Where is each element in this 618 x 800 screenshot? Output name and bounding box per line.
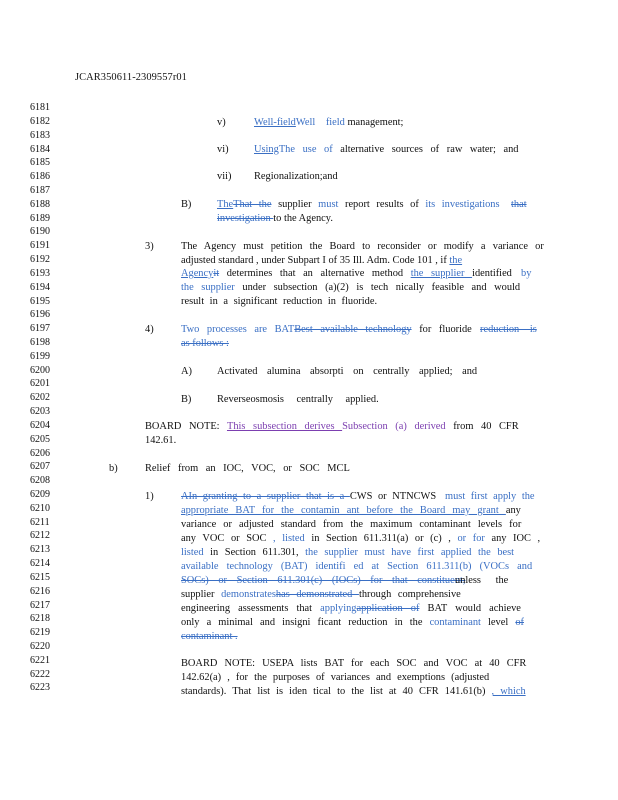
para-4-line (0, 337, 618, 350)
line-number: 6198 (30, 336, 50, 348)
inserted-text: contaminant (429, 617, 481, 628)
item-vi-label: vi) (217, 144, 229, 155)
plain-text: variance or adjusted standard from the maximum contaminant levels for (181, 519, 522, 530)
inserted-text: or for (457, 533, 485, 544)
item-v-text: management; (344, 117, 404, 128)
subsection-b (0, 462, 618, 475)
para-3-line (0, 267, 618, 280)
para-b1-line (0, 630, 618, 643)
line-number: 6207 (30, 461, 50, 473)
line-number: 6222 (30, 668, 50, 680)
plain-text: determines that an alternative method (219, 268, 411, 279)
line-number: 6203 (30, 406, 50, 417)
line-number: 6214 (30, 558, 50, 570)
plain-text: under subsection (a)(2) is tech nically feasible and would (234, 282, 521, 293)
board-note-2-line (0, 668, 618, 684)
item-vii-text: Regionalization;and (254, 171, 338, 182)
board-note-2-line (0, 685, 618, 698)
plain-text: unless the (455, 575, 509, 586)
plain-text: any VOC or SOC (181, 533, 274, 544)
line-number: 6221 (30, 654, 50, 666)
inserted-text: , which (491, 686, 526, 697)
line-number: 6193 (30, 267, 50, 279)
para-b1-line (0, 571, 618, 587)
line-number: 6210 (30, 502, 50, 514)
item-B-text: Reverseosmosis centrally applied. (217, 394, 379, 405)
line-number: 6197 (30, 323, 50, 335)
line-number: 6199 (30, 350, 50, 362)
inserted-text: appropriate BAT for the contamin ant before the Board may grant (181, 505, 506, 516)
inserted-text: its investigations (425, 199, 500, 210)
line-number: 6215 (30, 571, 50, 583)
plain-text: from 40 CFR (445, 421, 519, 432)
item-B-ro (0, 393, 618, 406)
plain-text: CWS or NTNCWS (349, 491, 437, 502)
line-number: 6192 (30, 254, 50, 265)
plain-text: level (480, 617, 516, 628)
subsection-b-title: Relief from an IOC, VOC, or SOC MCL (145, 463, 350, 474)
deleted-text: Subsection (a) (342, 421, 415, 432)
line-number: 6216 (30, 585, 50, 597)
line-number: 6195 (30, 295, 50, 307)
para-3 (0, 240, 618, 253)
plain-text: identified (472, 268, 512, 279)
line-number: 6219 (30, 627, 50, 639)
item-A (0, 365, 618, 378)
inserted-text: Well-field (254, 117, 296, 128)
line-number: 6211 (30, 516, 50, 528)
plain-text: 142.61. (145, 435, 177, 446)
plain-text: any (505, 505, 521, 516)
line-number: 6186 (30, 171, 50, 183)
item-B-report (0, 198, 618, 211)
para-b1-line (0, 504, 618, 517)
inserted-text: the supplier must have first applied the best (305, 547, 515, 558)
plain-text: in Section 611.311(a) or (c) , (304, 533, 458, 544)
deleted-text: Well field (295, 117, 345, 128)
plain-text: in Section 611.301, (203, 547, 306, 558)
plain-text: BAT would achieve (419, 603, 521, 614)
plain-text: only a minimal and insigni ficant reduction in the (181, 617, 430, 628)
plain-text: standards). That list is iden tical to the list at 40 CFR 141.61(b) (181, 686, 492, 697)
item-vi-text: alternative sources of raw water; and (332, 144, 519, 155)
deleted-text: investigation (217, 213, 274, 224)
line-number: 6209 (30, 489, 50, 500)
plain-text: BOARD NOTE: (145, 421, 227, 432)
para-b1-line (0, 532, 618, 545)
item-vii (0, 170, 618, 183)
para-b1-line (0, 518, 618, 531)
para-3-line (0, 295, 618, 308)
line-number: 6218 (30, 613, 50, 625)
inserted-text: must first apply the (445, 491, 535, 502)
line-number: 6213 (30, 544, 50, 556)
line-number: 6217 (30, 599, 50, 611)
line-number: 6220 (30, 641, 50, 652)
para-b1 (0, 490, 618, 503)
item-v (0, 116, 618, 129)
inserted-text: the supplier (410, 268, 473, 279)
line-number: 6190 (30, 226, 50, 238)
deleted-text: it (213, 268, 220, 279)
line-number: 6182 (30, 115, 50, 127)
plain-text: report results of (338, 199, 426, 210)
line-number: 6202 (30, 392, 50, 404)
inserted-text: Agency (181, 268, 214, 279)
inserted-text: derived (414, 421, 446, 432)
line-number: 6223 (30, 682, 50, 694)
inserted-text: must (318, 199, 339, 210)
line-number: 6185 (30, 157, 50, 169)
plain-text: through comprehensive (358, 589, 461, 600)
inserted-text: , listed (273, 533, 305, 544)
item-B-label: B) (181, 199, 192, 210)
line-number: 6189 (30, 212, 50, 224)
inserted-text: by (521, 268, 532, 279)
deleted-text: That the (233, 199, 272, 210)
plain-text: engineering assessments that (181, 603, 321, 614)
board-note-1-line (0, 434, 618, 447)
para-b1-label: 1) (145, 491, 154, 502)
para-b1-line (0, 599, 618, 615)
deleted-text: has demonstrated (275, 589, 359, 600)
inserted-text: Using (254, 144, 279, 155)
deleted-text: of (515, 617, 524, 628)
para-b1-line (0, 616, 618, 629)
line-number: 6187 (30, 184, 50, 196)
line-number: 6201 (30, 378, 50, 390)
plain-text: result in a significant reduction in fluoride. (181, 296, 378, 307)
board-note-2 (0, 654, 618, 670)
plain-text: to the Agency. (273, 213, 333, 224)
plain-text: supplier (181, 589, 222, 600)
deleted-text: SOCs) or Section 611.301(c) (IOCs) for that constituent, (181, 575, 466, 586)
item-A-label: A) (181, 366, 192, 377)
line-number: 6205 (30, 433, 50, 445)
para-b1-line (0, 585, 618, 601)
plain-text: adjusted standard , under Subpart I of 35 Ill. Adm. Code 101 , if (181, 255, 450, 266)
inserted-text: Two processes are BAT (181, 324, 295, 335)
para-4-label: 4) (145, 324, 154, 335)
deleted-text: The use of (278, 144, 333, 155)
item-vii-label: vii) (217, 171, 232, 182)
item-vi (0, 143, 618, 156)
para-4 (0, 323, 618, 336)
item-A-text: Activated alumina absorpti on centrally applied; and (217, 366, 478, 377)
para-b1-line (0, 546, 618, 559)
deleted-text: application of (356, 603, 420, 614)
plain-text: for fluoride (411, 324, 472, 335)
line-number: 6204 (30, 419, 50, 431)
inserted-text: applying (320, 603, 357, 614)
inserted-text: The (217, 199, 234, 210)
inserted-text: available technology (BAT) identifi ed at Section 611.311(b) (VOCs and (181, 561, 533, 572)
board-note-1 (0, 420, 618, 433)
line-number: 6191 (30, 240, 50, 252)
deleted-text: Best available technology (294, 324, 412, 335)
plain-text: any IOC , (484, 533, 541, 544)
inserted-text: the (449, 255, 463, 266)
line-number: 6194 (30, 281, 50, 293)
plain-text: supplier (271, 199, 319, 210)
para-3-line (0, 281, 618, 294)
line-number: 6208 (30, 475, 50, 487)
inserted-text: This subsection derives (226, 421, 343, 432)
para-3-line: The Agency must petition the Board to reconsider or modify a variance or (181, 241, 544, 252)
deleted-text: as follows : (181, 338, 229, 349)
inserted-text: the supplier (181, 282, 235, 293)
deleted-text: reduction is (480, 324, 537, 335)
para-3-line (0, 254, 618, 267)
line-number: 6188 (30, 198, 50, 210)
item-B-label: B) (181, 394, 192, 405)
line-number: 6184 (30, 143, 50, 155)
line-number: 6183 (30, 129, 50, 141)
item-B-report-cont (0, 212, 618, 225)
document-id: JCAR350611-2309557r01 (75, 72, 187, 83)
deleted-text: contaminant . (181, 631, 238, 642)
deleted-text: that (511, 199, 527, 210)
subsection-b-label: b) (109, 463, 118, 474)
line-number: 6206 (30, 447, 50, 459)
para-3-label: 3) (145, 241, 154, 252)
deleted-text: AIn granting to a supplier that is a (181, 491, 350, 502)
inserted-text: demonstrates (221, 589, 276, 600)
line-number: 6181 (30, 102, 50, 113)
line-number: 6212 (30, 530, 50, 542)
item-v-label: v) (217, 117, 226, 128)
plain-text: BOARD NOTE: USEPA lists BAT for each SOC and VOC at 40 CFR (181, 658, 527, 669)
para-b1-line (0, 560, 618, 573)
line-number: 6200 (30, 364, 50, 376)
line-number: 6196 (30, 309, 50, 321)
plain-text: 142.62(a) , for the purposes of variances and exemptions (adjusted (181, 672, 490, 683)
inserted-text: listed (181, 547, 204, 558)
